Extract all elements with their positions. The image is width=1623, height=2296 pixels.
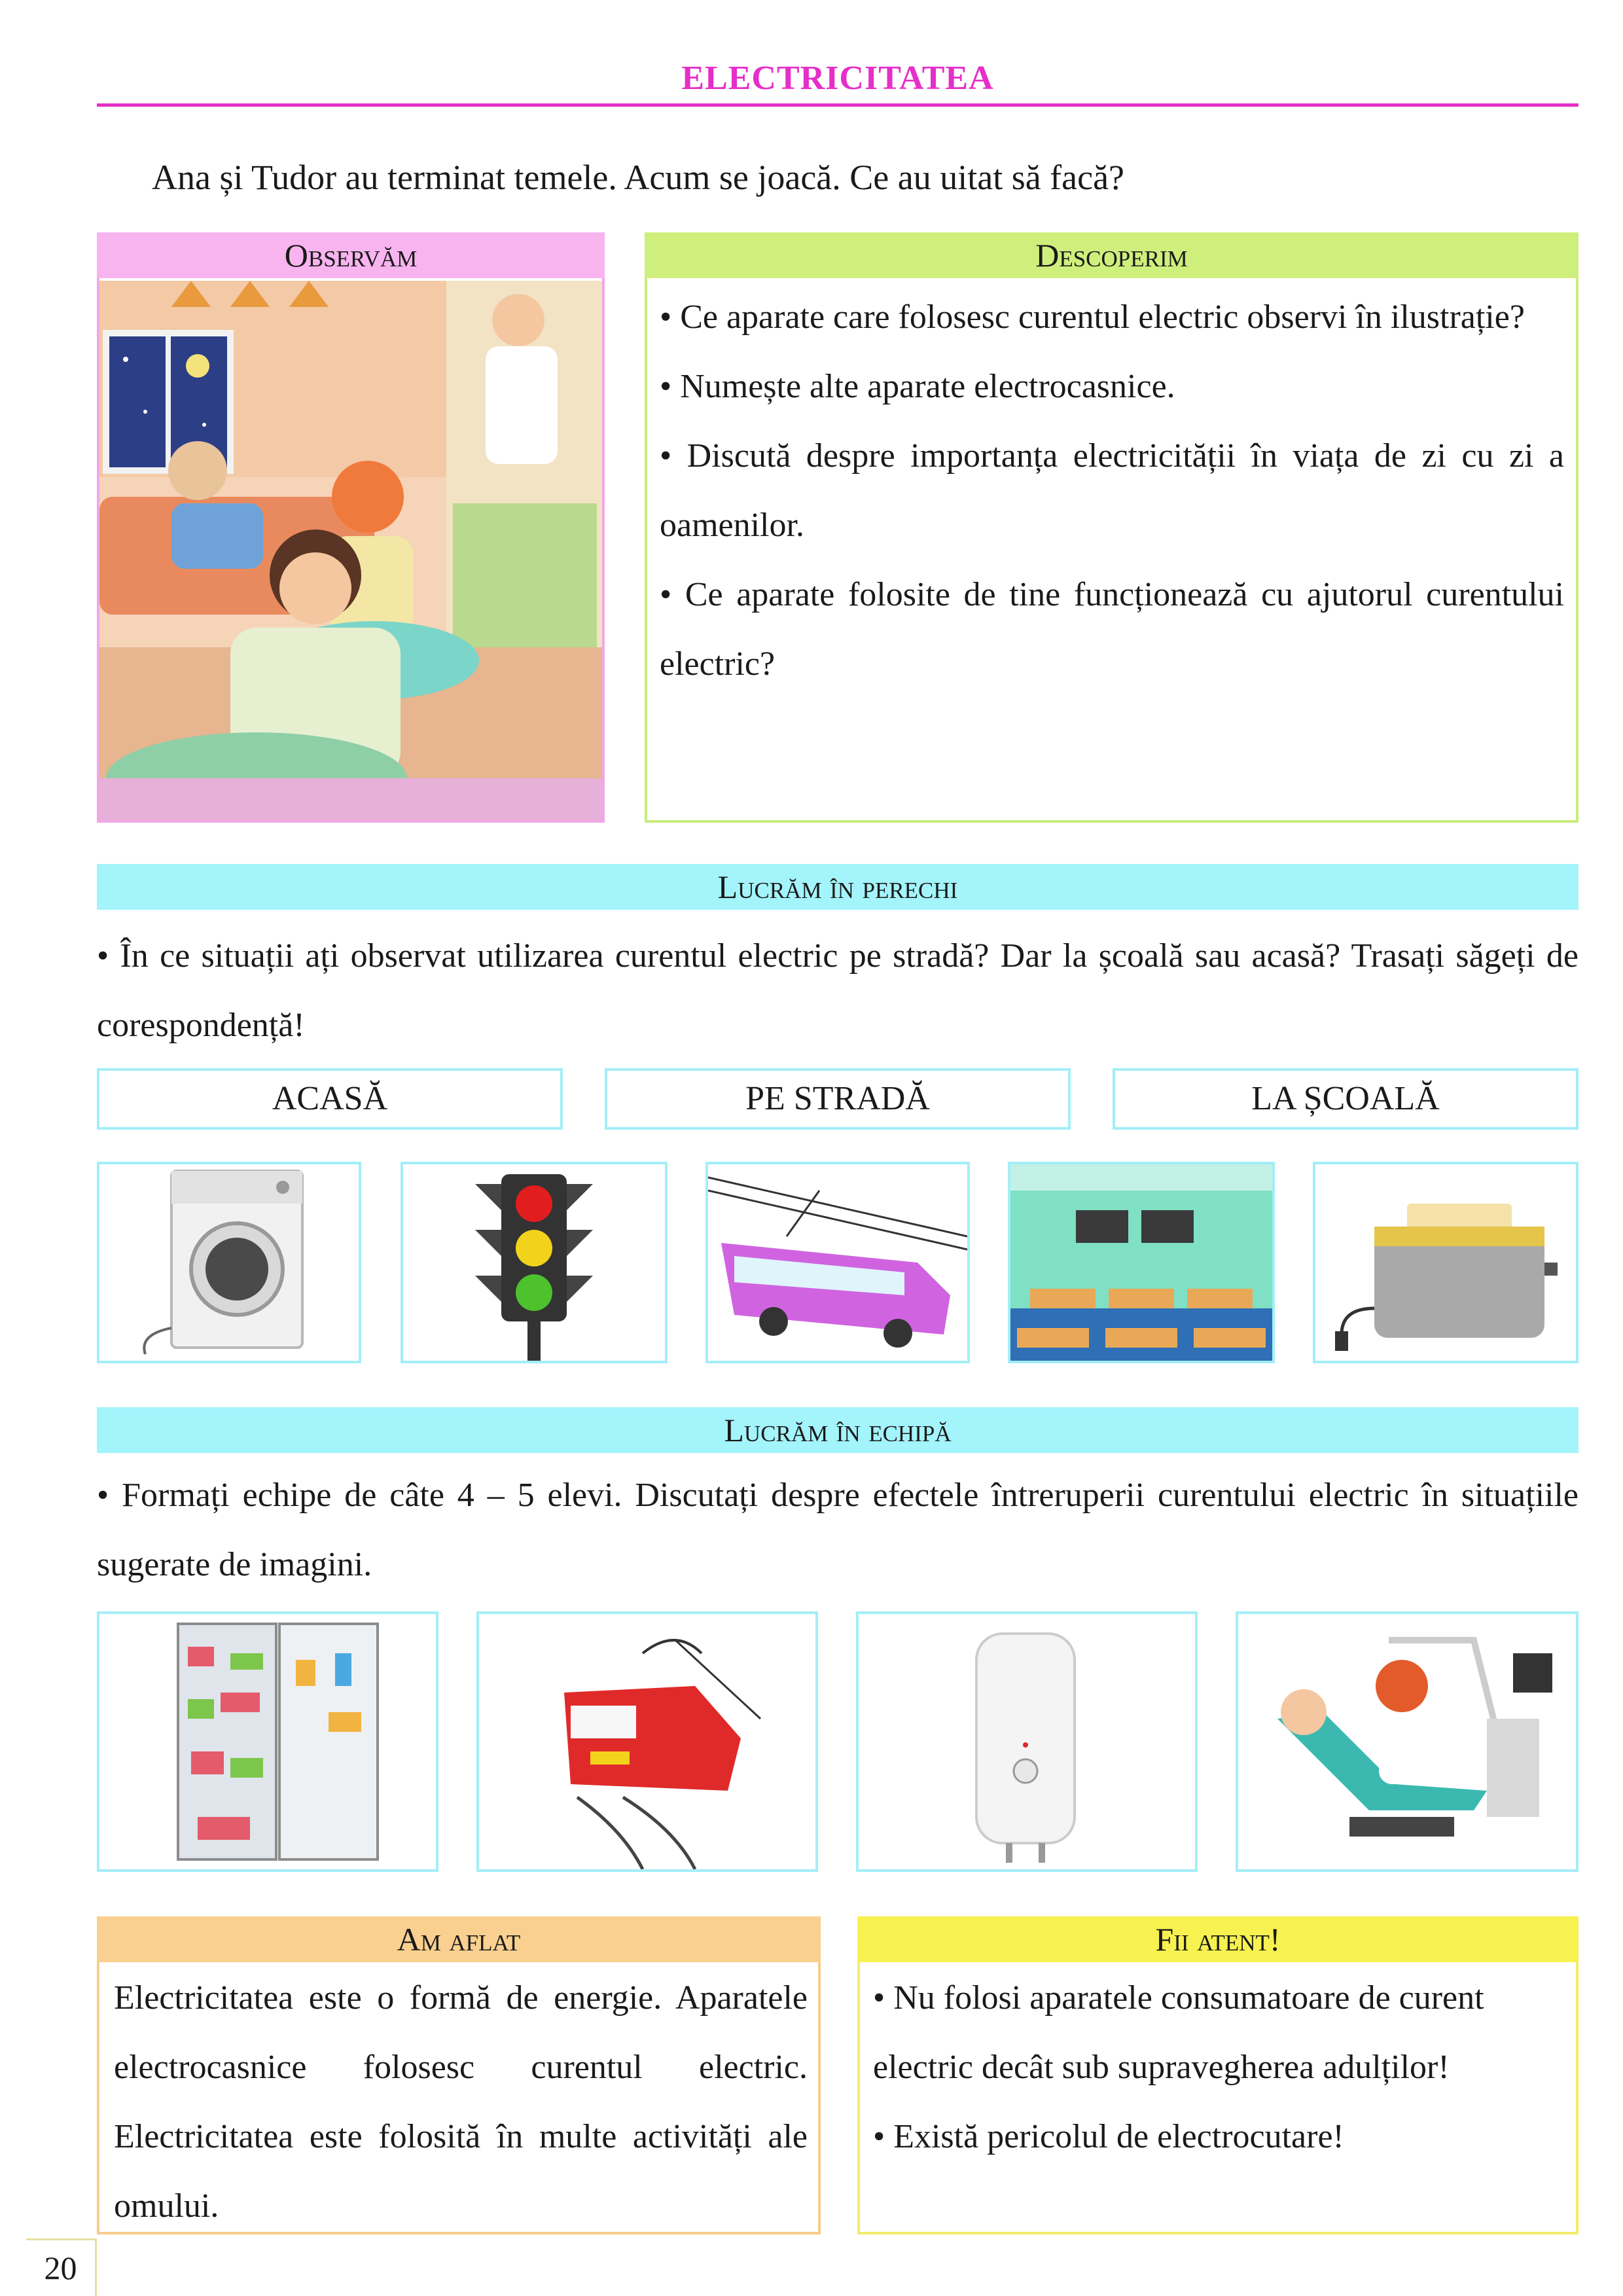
- place-box-strada[interactable]: PE STRADĂ: [605, 1068, 1071, 1130]
- washing-machine-icon: [99, 1164, 359, 1361]
- dentist-chair-icon: [1238, 1614, 1576, 1869]
- question-item: • Ce aparate care folosesc curentul electric observi în ilustrație?: [660, 298, 1525, 336]
- water-heater-card[interactable]: [856, 1611, 1198, 1872]
- tram-icon: [479, 1614, 815, 1869]
- am-aflat-text: Electricitatea este o formă de energie. Aparatele electrocasnice folosesc curentul electric. Electricitatea este folosită în multe activități ale omului.: [114, 1979, 808, 2225]
- toaster-icon: [1315, 1164, 1576, 1361]
- traffic-light-card[interactable]: [401, 1162, 668, 1363]
- fii-atent-header: Fii atent!: [857, 1916, 1578, 1962]
- perechi-instructions: • În ce situații ați observat utilizarea curentul electric pe stradă? Dar la școală sau acasă? Trasați săgeți de corespondență!: [97, 937, 1578, 1044]
- title-underline: [97, 103, 1578, 107]
- fii-atent-warnings: [873, 1964, 1565, 2172]
- trolleybus-icon: [708, 1164, 967, 1361]
- page-title: ELECTRICITATEA: [681, 60, 994, 97]
- descoperim-header: Descoperim: [645, 232, 1578, 278]
- toaster-card[interactable]: [1313, 1162, 1578, 1363]
- am-aflat-header: Am aflat: [97, 1916, 821, 1962]
- warning-item: • Nu folosi aparatele consumatoare de curent electric decât sub supravegherea adulților!: [873, 1979, 1484, 2086]
- page-number: 20: [26, 2238, 97, 2296]
- place-box-scoala[interactable]: LA ȘCOALĂ: [1113, 1068, 1578, 1130]
- perechi-header: Lucrăm în perechi: [97, 864, 1578, 910]
- family-illustration: [99, 281, 602, 820]
- classroom-icon: [1010, 1164, 1272, 1361]
- water-heater-icon: [859, 1614, 1195, 1869]
- dentist-card[interactable]: [1236, 1611, 1578, 1872]
- descoperim-questions: [660, 283, 1564, 699]
- tram-card[interactable]: [476, 1611, 818, 1872]
- question-item: • Discută despre importanța electricității în viața de zi cu zi a oamenilor.: [660, 437, 1564, 544]
- question-item: • Ce aparate folosite de tine funcționează cu ajutorul curentului electric?: [660, 576, 1564, 683]
- warning-item: • Există pericolul de electrocutare!: [873, 2118, 1344, 2155]
- traffic-light-icon: [403, 1164, 665, 1361]
- echipa-header: Lucrăm în echipă: [97, 1407, 1578, 1453]
- classroom-card[interactable]: [1008, 1162, 1275, 1363]
- intro-text: Ana și Tudor au terminat temele. Acum se joacă. Ce au uitat să facă?: [152, 158, 1125, 197]
- echipa-instructions: • Formați echipe de câte 4 – 5 elevi. Discutați despre efectele întreruperii curentului electric în situațiile sugerate de imagini.: [97, 1477, 1578, 1583]
- trolleybus-card[interactable]: [705, 1162, 970, 1363]
- observam-header: Observăm: [97, 232, 605, 278]
- washing-machine-card[interactable]: [97, 1162, 361, 1363]
- question-item: • Numește alte aparate electrocasnice.: [660, 368, 1175, 405]
- place-box-acasa[interactable]: ACASĂ: [97, 1068, 563, 1130]
- refrigerator-card[interactable]: [97, 1611, 438, 1872]
- refrigerator-icon: [99, 1614, 436, 1869]
